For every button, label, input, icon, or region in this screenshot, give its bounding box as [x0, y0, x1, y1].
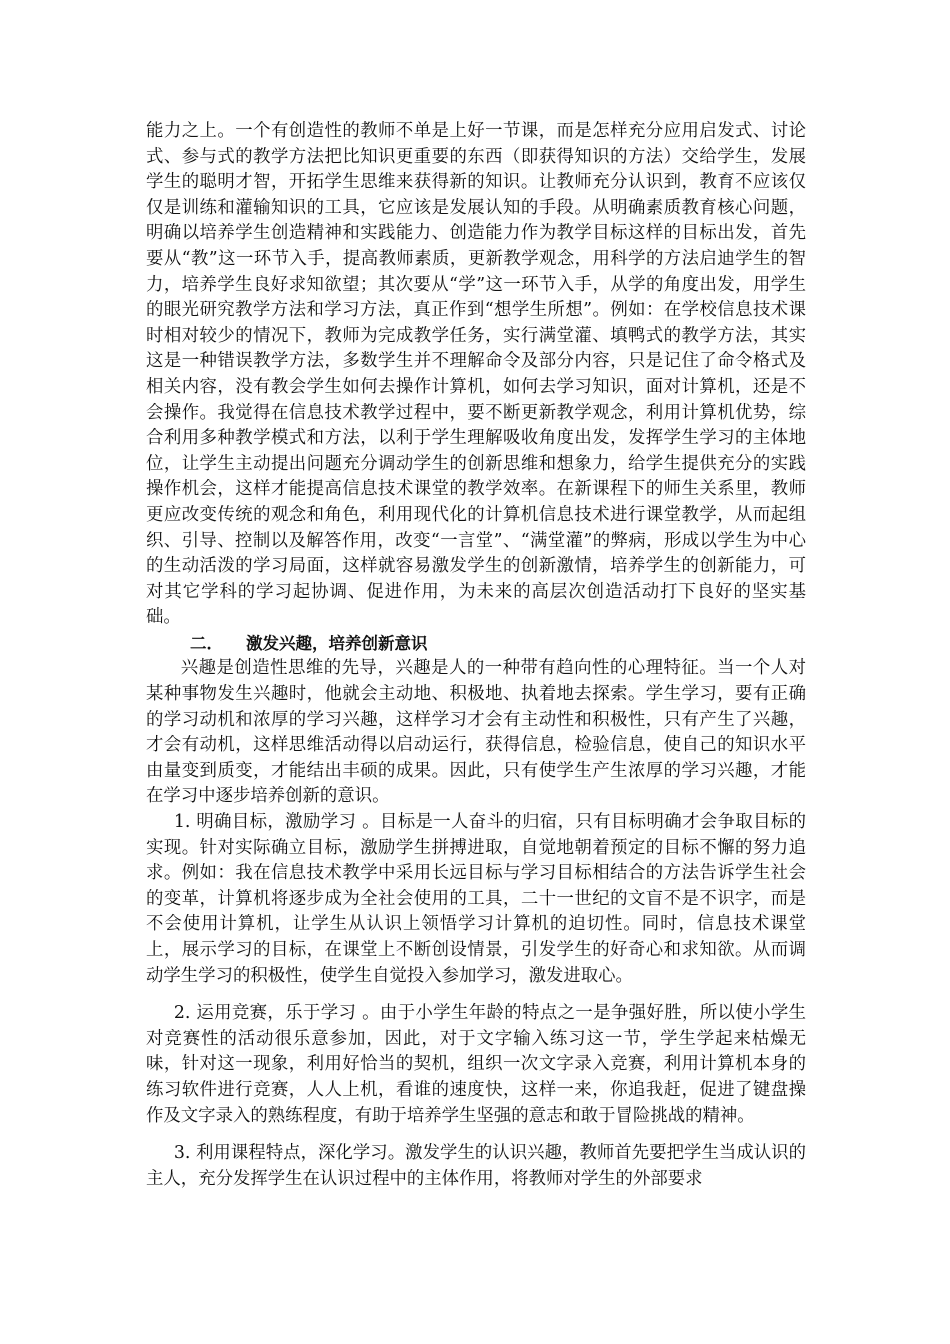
section-heading: 二． 激发兴趣，培养创新意识: [190, 633, 428, 653]
paragraph-continuation: 能力之上。一个有创造性的教师不单是上好一节课，而是怎样充分应用启发式、讨论式、参与式的教学方法把比知识更重要的东西（即获得知识的方法）交给学生，发展学生的聪明才智，开拓学生思维来获得新的知识。让教师充分认识到，教育不应该仅仅是训练和灌输知识的工具，它应该是发展认知的手段。从明确素质教育核心问题，明确以培养学生创造精神和实践能力、创造能力作为教学目标这样的目标出发，首先要从“教”这一环节入手，提高教师素质，更新教学观念，用科学的方法启迪学生的智力，培养学生良好求知欲望；其次要从“学”这一环节入手，从学的角度出发，用学生的眼光研究教学方法和学习方法，真正作到“想学生所想”。例如：在学校信息技术课时相对较少的情况下，教师为完成教学任务，实行满堂灌、填鸭式的教学方法，其实这是一种错误教学方法，多数学生并不理解命令及部分内容，只是记住了命令格式及相关内容，没有教会学生如何去操作计算机，如何去学习知识，面对计算机，还是不会操作。我觉得在信息技术教学过程中，要不断更新教学观念，利用计算机优势，综合利用多种教学模式和方法，以利于学生理解吸收角度出发，发挥学生学习的主体地位，让学生主动提出问题充分调动学生的创新思维和想象力，给学生提供充分的实践操作机会，这样才能提高信息技术课堂的教学效率。在新课程下的师生关系里，教师更应改变传统的观念和角色，利用现代化的计算机信息技术进行课堂教学，从而起组织、引导、控制以及解答作用，改变“一言堂”、“满堂灌”的弊病，形成以学生为中心的生动活泼的学习局面，这样就容易激发学生的创新激情，培养学生的创新能力，可对其它学科的学习起协调、促进作用，为未来的高层次创造活动打下良好的坚实基础。: [146, 121, 806, 628]
paragraph-item-2: 2. 运用竞赛，乐于学习 。由于小学生年龄的特点之一是争强好胜，所以使小学生对竞赛性的活动很乐意参加，因此，对于文字输入练习这一节，学生学起来枯燥无味，针对这一现象，利用好恰当的契机，组织一次文字录入竞赛，利用计算机本身的练习软件进行竞赛，人人上机，看谁的速度快，这样一来，你追我赶，促进了键盘操作及文字录入的熟练程度，有助于培养学生坚强的意志和敢于冒险挑战的精神。: [146, 1003, 806, 1126]
paragraph-interest: 兴趣是创造性思维的先导，兴趣是人的一种带有趋向性的心理特征。当一个人对某种事物发生兴趣时，他就会主动地、积极地、执着地去探索。学生学习，要有正确的学习动机和浓厚的学习兴趣，这样学习才会有主动性和积极性，只有产生了兴趣，才会有动机，这样思维活动得以启动运行，获得信息，检验信息，使自己的知识水平由量变到质变，才能结出丰硕的成果。因此，只有使学生产生浓厚的学习兴趣，才能在学习中逐步培养创新的意识。: [146, 658, 806, 807]
paragraph-item-1: 1. 明确目标，激励学习 。目标是一人奋斗的归宿，只有目标明确才会争取目标的实现。针对实际确立目标，激励学生拼搏进取，自觉地朝着预定的目标不懈的努力追求。例如：我在信息技术教学中采用长远目标与学习目标相结合的方法告诉学生社会的变革，计算机将逐步成为全社会使用的工具，二十一世纪的文盲不是不识字，而是不会使用计算机，让学生从认识上领悟学习计算机的迫切性。同时，信息技术课堂上，展示学习的目标，在课堂上不断创设情景，引发学生的好奇心和求知欲。从而调动学生学习的积极性，使学生自觉投入参加学习，激发进取心。: [146, 812, 806, 986]
document-body: [146, 119, 806, 1192]
paragraph-item-3: 3. 利用课程特点，深化学习。激发学生的认识兴趣，教师首先要把学生当成认识的主人，充分发挥学生在认识过程中的主体作用，将教师对学生的外部要求: [146, 1143, 806, 1189]
